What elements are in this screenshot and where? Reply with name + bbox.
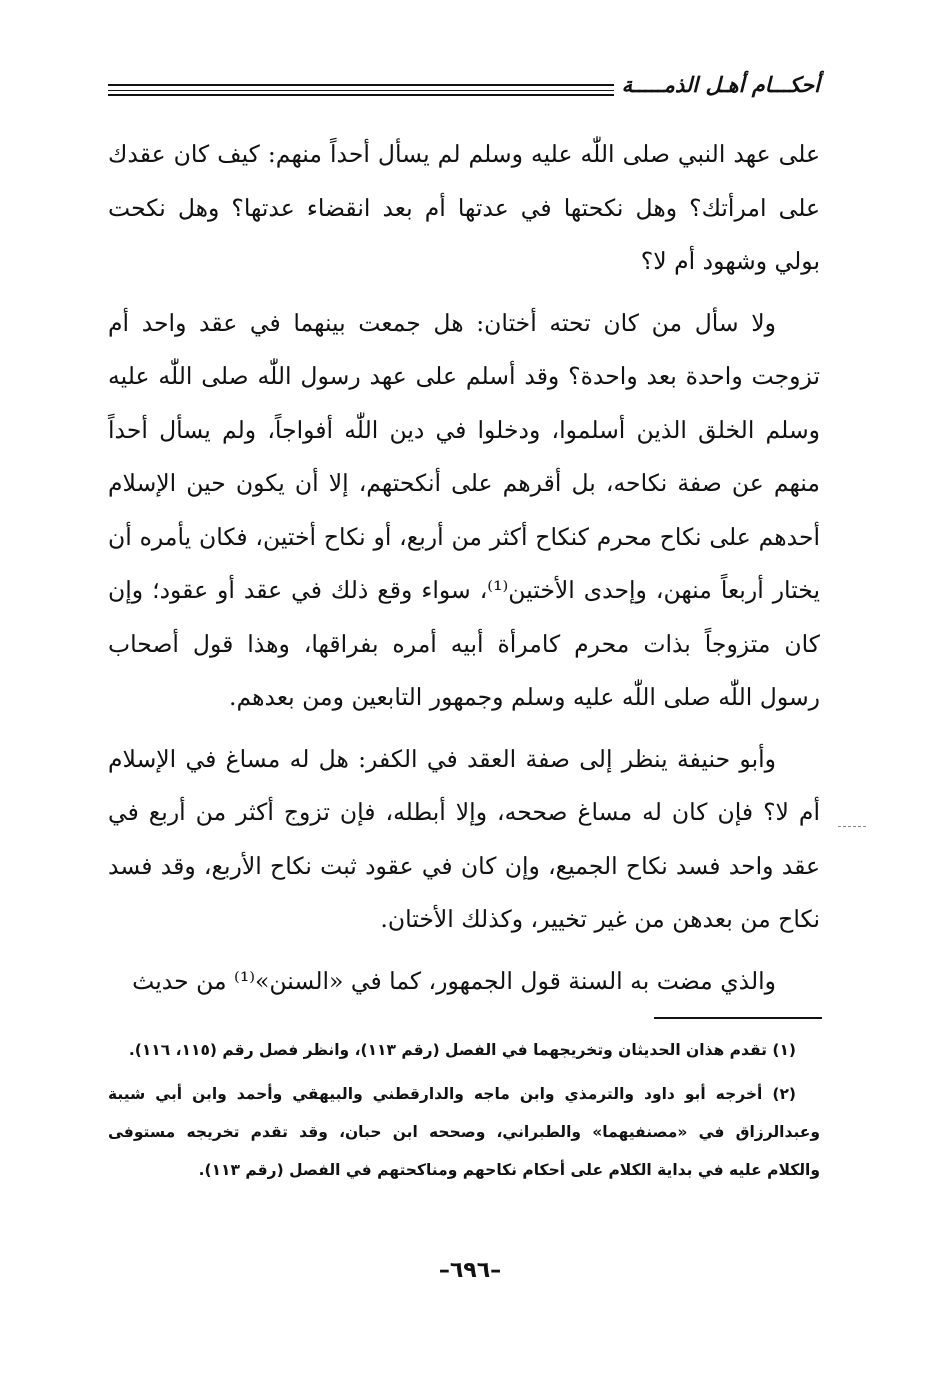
paragraph: على عهد النبي صلى اللّٰه عليه وسلم لم يسأل أحداً منهم: كيف كان عقدك على امرأتك؟ وهل نكحتها في عدتها أم بعد انقضاء عدتها؟ وهل نكحت بولي وشهود أم لا؟ [108, 140, 820, 275]
footnote-separator [654, 1017, 822, 1019]
margin-mark [838, 826, 866, 827]
paragraph: والذي مضت به السنة قول الجمهور، كما في «السنن»⁽¹⁾ من حديث [132, 966, 776, 995]
footnote: (١) تقدم هذان الحديثان وتخريجهما في الفصل (رقم ١١٣)، وانظر فصل رقم (١١٥، ١١٦). [128, 1041, 796, 1059]
running-header [108, 70, 820, 104]
main-text [108, 128, 820, 1016]
paragraph: ولا سأل من كان تحته أختان: هل جمعت بينهما في عقد واحد أم تزوجت واحدة بعد واحدة؟ وقد أسلم على عهد رسول اللّٰه صلى اللّٰه عليه وسلم الخلق الذين أسلموا، ودخلوا في دين اللّٰه أفواجاً، ولم يسأل أحداً منهم عن صفة نكاحه، بل أقرهم على أنكحتهم، إلا أن يكون حين الإسلام أحدهم على نكاح محرم كنكاح أكثر من أربع، أو نكاح أختين، فكان يأمره أن يختار أربعاً منهن، وإحدى الأختين⁽¹⁾، سواء وقع ذلك في عقد أو عقود؛ وإن كان متزوجاً بذات محرم كامرأة أبيه أمره بفراقها، وهذا قول أصحاب رسول اللّٰه صلى اللّٰه عليه وسلم وجمهور التابعين ومن بعدهم. [108, 308, 821, 711]
paragraph: وأبو حنيفة ينظر إلى صفة العقد في الكفر: هل له مساغ في الإسلام أم لا؟ فإن كان له مساغ صححه، وإلا أبطله، فإن تزوج أكثر من أربع في عقد واحد فسد نكاح الجميع، وإن كان في عقود ثبت نكاح الأربع، وقد فسد نكاح من بعدهن من غير تخيير، وكذلك الأختان. [108, 744, 820, 933]
footnotes [108, 1031, 820, 1195]
page-number: –٦٩٦– [438, 1258, 502, 1283]
header-title: أحكـــام أهـل الذمـــــة [614, 70, 820, 100]
footnote: (٢) أخرجه أبو داود والترمذي وابن ماجه والدارقطني والبيهقي وأحمد وابن أبي شيبة وعبدالرزاق في «مصنفيهما» والطبراني، وصححه ابن حبان، وقد تقدم تخريجه مستوفى والكلام عليه في بداية الكلام على أحكام نكاحهم ومناكحتهم في الفصل (رقم ١١٣). [108, 1085, 820, 1179]
